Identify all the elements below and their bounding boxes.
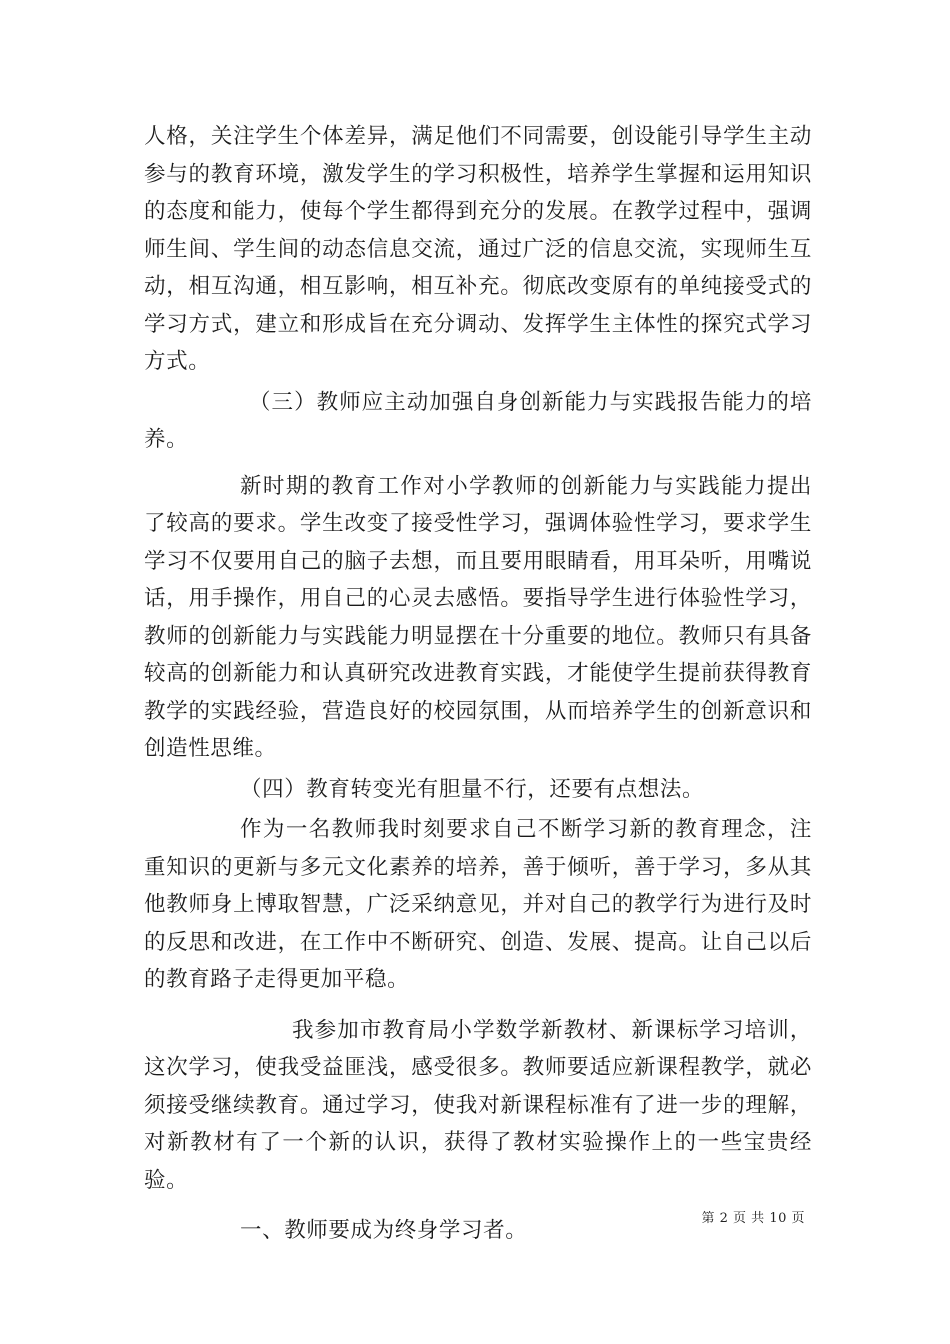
heading-section-three: （三）教师应主动加强自身创新能力与实践报告能力的培养。	[144, 389, 812, 452]
paragraph-continued-personality: 人格，关注学生个体差异，满足他们不同需要，创设能引导学生主动参与的教育环境，激发学生的学习积极性，培养学生掌握和运用知识的态度和能力，使每个学生都得到充分的发展。在教学过程中，强调师生间、学生间的动态信息交流，通过广泛的信息交流，实现师生互动，相互沟通，相互影响，相互补充。彻底改变原有的单纯接受式的学习方式，建立和形成旨在充分调动、发挥学生主体性的探究式学习方式。	[144, 124, 812, 374]
paragraph-training-experience: 我参加市教育局小学数学新教材、新课标学习培训，这次学习，使我受益匪浅，感受很多。教师要适应新课程教学，就必须接受继续教育。通过学习，使我对新课程标准有了进一步的理解，对新教材有了一个新的认识，获得了教材实验操作上的一些宝贵经验。	[144, 1017, 812, 1193]
paragraph-innovation-ability: 新时期的教育工作对小学教师的创新能力与实践能力提出了较高的要求。学生改变了接受性学习，强调体验性学习，要求学生学习不仅要用自己的脑子去想，而且要用眼睛看，用耳朵听，用嘴说话，用手操作，用自己的心灵去感悟。要指导学生进行体验性学习，教师的创新能力与实践能力明显摆在十分重要的地位。教师只有具备较高的创新能力和认真研究改进教育实践，才能使学生提前获得教育教学的实践经验，营造良好的校园氛围，从而培养学生的创新意识和创造性思维。	[144, 473, 812, 761]
document-body	[144, 118, 812, 1250]
heading-section-four: （四）教育转变光有胆量不行，还要有点想法。	[240, 776, 705, 802]
heading-point-one: 一、教师要成为终身学习者。	[240, 1218, 528, 1243]
paragraph-lifelong-learning-attitude: 作为一名教师我时刻要求自己不断学习新的教育理念，注重知识的更新与多元文化素养的培养，善于倾听，善于学习，多从其他教师身上博取智慧，广泛采纳意见，并对自己的教学行为进行及时的反思和改进，在工作中不断研究、创造、发展、提高。让自己以后的教育路子走得更加平稳。	[144, 817, 812, 992]
page-number-footer: 第 2 页 共 10 页	[701, 1211, 805, 1226]
